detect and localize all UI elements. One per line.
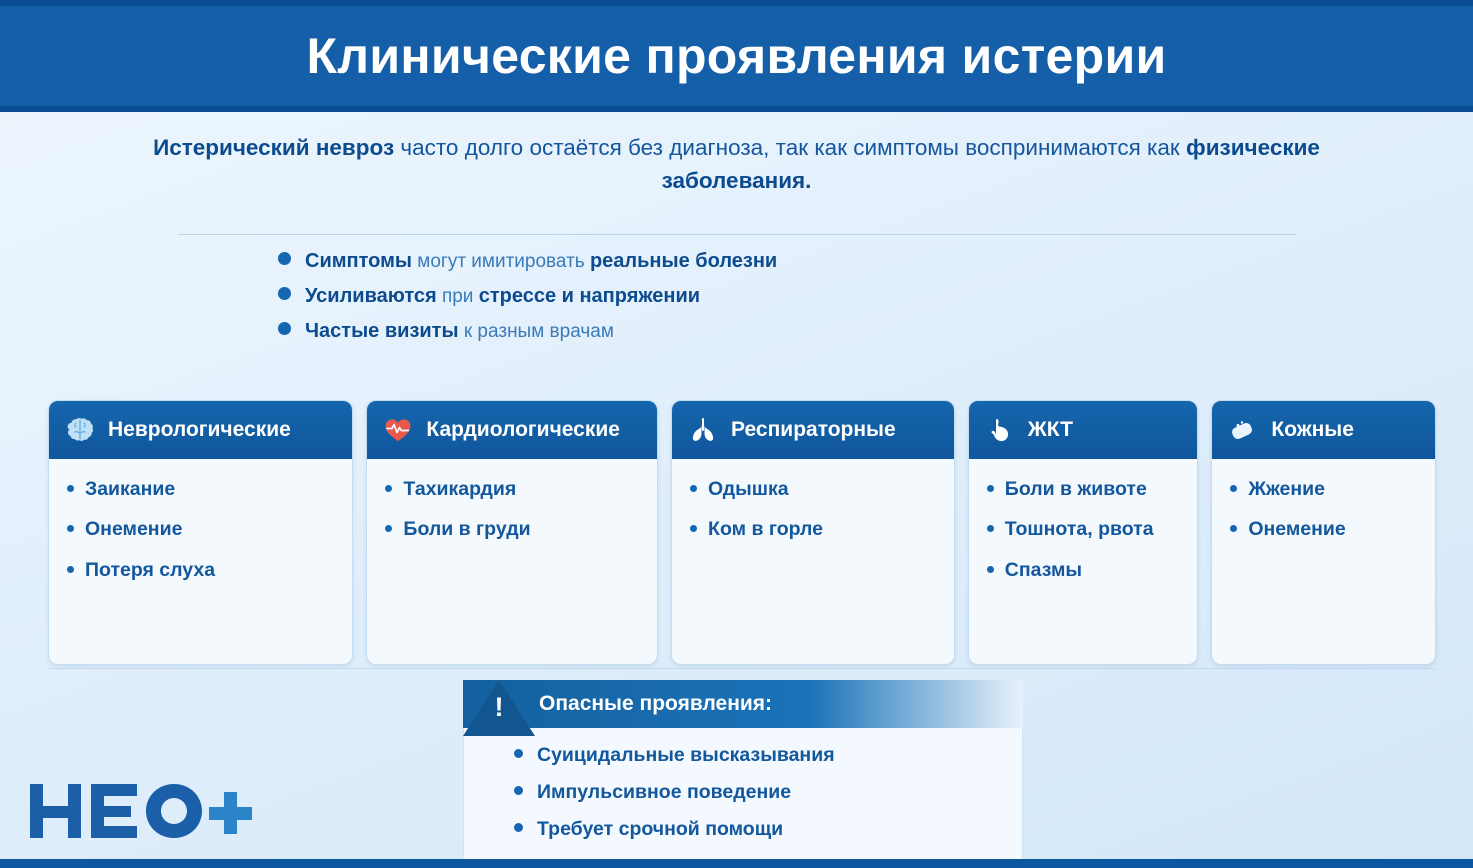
list-item: [987, 558, 1184, 582]
point-strong: Частые визиты: [305, 320, 459, 342]
category-card-header: [1212, 401, 1435, 459]
danger-body: [463, 728, 1023, 860]
symptom-label: Боли в животе: [1004, 478, 1147, 500]
bullet-dot-icon: [987, 525, 994, 532]
category-card-body: [969, 459, 1198, 664]
list-item: [514, 818, 1004, 841]
danger-label: Суицидальные высказывания: [537, 744, 835, 766]
category-card-cardiological: [366, 400, 658, 665]
category-card-header: [367, 401, 657, 459]
symptom-categories: [48, 400, 1436, 665]
list-item: [67, 477, 338, 501]
key-points-list: [278, 250, 1278, 355]
symptom-label: Одышка: [708, 478, 789, 500]
category-card-gastro: [968, 400, 1199, 665]
bullet-dot-icon: [690, 485, 697, 492]
symptom-label: Спазмы: [1004, 558, 1083, 581]
intro-lead: Истерический невроз: [153, 135, 395, 160]
list-item: [987, 517, 1184, 541]
bullet-dot-icon: [67, 525, 74, 532]
lungs-icon: [686, 415, 720, 445]
point-light: при: [436, 286, 479, 307]
page-title: Клинические проявления истерии: [306, 27, 1167, 84]
category-card-neurological: [48, 400, 353, 665]
bullet-dot-icon: [67, 566, 74, 573]
category-title: Кардиологические: [426, 418, 620, 441]
point-strong2: стрессе и напряжении: [478, 285, 701, 307]
list-item: [278, 250, 1278, 273]
bullet-dot-icon: [514, 749, 523, 758]
category-card-body: [1212, 459, 1435, 664]
header-band: [0, 0, 1473, 112]
point-strong: Усиливаются: [305, 285, 437, 307]
list-item: [278, 285, 1278, 308]
symptom-label: Онемение: [1248, 518, 1346, 541]
point-strong2: реальные болезни: [589, 250, 778, 272]
bullet-dot-icon: [278, 252, 291, 265]
category-title: Респираторные: [731, 418, 896, 441]
list-item: [690, 517, 940, 541]
list-item: [67, 517, 338, 541]
bullet-dot-icon: [514, 823, 523, 832]
danger-label: Импульсивное поведение: [537, 781, 792, 803]
list-item: [514, 744, 1004, 767]
bullet-dot-icon: [987, 566, 994, 573]
neo-plus-logo: [28, 780, 258, 842]
category-card-skin: [1211, 400, 1436, 665]
point-light: могут имитировать: [411, 251, 590, 272]
bullet-dot-icon: [278, 322, 291, 335]
symptom-label: Онемение: [85, 518, 183, 541]
symptom-label: Боли в груди: [403, 518, 531, 541]
list-item: [1230, 517, 1421, 541]
category-title: Кожные: [1271, 418, 1354, 441]
category-title: ЖКТ: [1027, 418, 1073, 441]
bullet-dot-icon: [385, 525, 392, 532]
skin-patch-icon: [1226, 415, 1260, 445]
footer-band: [0, 859, 1473, 868]
intro-strong-tail: физические заболевания.: [661, 135, 1320, 193]
category-card-body: [672, 459, 954, 664]
list-item: [278, 320, 1278, 343]
symptom-label: Тошнота, рвота: [1004, 518, 1154, 541]
heart-pulse-icon: [381, 415, 415, 445]
list-item: [385, 517, 643, 541]
bullet-dot-icon: [67, 485, 74, 492]
intro-paragraph: [120, 132, 1353, 197]
list-item: [690, 477, 940, 501]
warning-triangle-icon: !: [463, 680, 535, 736]
symptom-label: Заикание: [85, 478, 176, 500]
category-card-body: [49, 459, 352, 664]
category-title: Неврологические: [108, 418, 291, 441]
category-card-header: [969, 401, 1198, 459]
bullet-dot-icon: [1230, 525, 1237, 532]
list-item: [987, 477, 1184, 501]
list-item: [385, 477, 643, 501]
divider-top: [178, 234, 1296, 235]
category-card-header: [672, 401, 954, 459]
danger-label: Требует срочной помощи: [537, 818, 784, 840]
bullet-dot-icon: [278, 287, 291, 300]
category-card-header: [49, 401, 352, 459]
point-strong: Симптомы: [305, 250, 412, 272]
brain-icon: [63, 415, 97, 445]
category-card-respiratory: [671, 400, 955, 665]
list-item: [514, 781, 1004, 804]
symptom-label: Потеря слуха: [85, 558, 216, 581]
bullet-dot-icon: [1230, 485, 1237, 492]
bullet-dot-icon: [385, 485, 392, 492]
symptom-label: Тахикардия: [403, 478, 517, 500]
divider-bottom: [48, 668, 1436, 669]
intro-middle: часто долго остаётся без диагноза, так как симптомы воспринимаются как: [394, 135, 1186, 160]
symptom-label: Ком в горле: [708, 518, 824, 541]
stomach-icon: [983, 415, 1017, 445]
list-item: [67, 558, 338, 582]
danger-title: Опасные проявления:: [539, 692, 773, 715]
symptom-label: Жжение: [1248, 478, 1325, 500]
point-light: к разным врачам: [458, 321, 614, 342]
list-item: [1230, 477, 1421, 501]
bullet-dot-icon: [987, 485, 994, 492]
danger-header: [463, 680, 1023, 728]
bullet-dot-icon: [514, 786, 523, 795]
danger-block: [463, 680, 1023, 860]
bullet-dot-icon: [690, 525, 697, 532]
category-card-body: [367, 459, 657, 664]
